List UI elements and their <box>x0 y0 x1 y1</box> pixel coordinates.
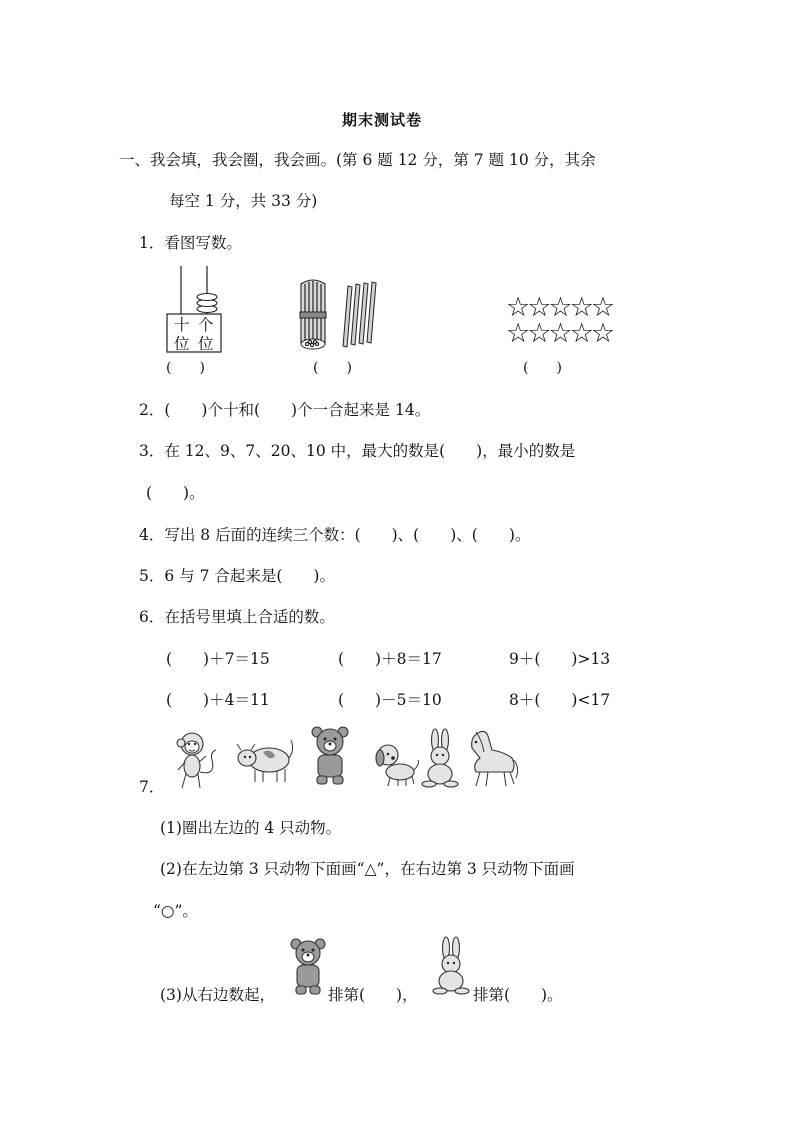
stick-bundle-figure <box>293 278 388 358</box>
question-7-part-2-cont: “○”。 <box>153 902 198 920</box>
question-2: 2．( )个十和( )个一合起来是 14。 <box>139 401 431 419</box>
rabbit-icon <box>432 938 472 996</box>
question-7-part-1: (1)圈出左边的 4 只动物。 <box>160 819 342 837</box>
question-5: 5．6 与 7 合起来是( )。 <box>139 567 335 585</box>
monkey-icon <box>172 730 222 792</box>
cow-icon <box>235 734 297 786</box>
section-heading-cont: 每空 1 分，共 33 分) <box>169 192 318 210</box>
question-7-part-3-blank-2: 排第( )。 <box>473 986 563 1004</box>
equation: ( )＋8＝17 <box>338 650 442 668</box>
question-7-number: 7． <box>139 778 165 796</box>
question-7-part-3: (3)从右边数起， <box>160 986 275 1004</box>
answer-blank[interactable]: ( ) <box>166 360 205 376</box>
single-sticks <box>343 282 376 347</box>
answer-blank[interactable]: ( ) <box>313 360 352 376</box>
dog-icon <box>374 742 420 788</box>
page-title: 期末测试卷 <box>342 111 423 129</box>
rabbit-icon <box>420 730 462 790</box>
abacus-label-tens: 十 <box>174 316 190 334</box>
abacus-label-ones: 个 <box>198 316 214 334</box>
equation: ( )－5＝10 <box>338 691 442 709</box>
equation: ( )＋7＝15 <box>166 650 270 668</box>
stars-row-1: ☆☆☆☆☆ <box>506 292 613 323</box>
abacus-label-place: 位 <box>174 335 190 353</box>
question-4: 4．写出 8 后面的连续三个数：( )、( )、( )。 <box>139 526 531 544</box>
stick-bundle <box>300 280 326 349</box>
question-6-stem: 6．在括号里填上合适的数。 <box>139 608 335 626</box>
question-7-part-2: (2)在左边第 3 只动物下面画“△”，在右边第 3 只动物下面画 <box>160 860 575 878</box>
question-1-stem: 1．看图写数。 <box>139 234 242 252</box>
equation: ( )＋4＝11 <box>166 691 270 709</box>
question-3: 3．在 12、9、7、20、10 中，最大的数是( )，最小的数是 <box>139 442 576 460</box>
question-3-cont: ( )。 <box>146 484 205 502</box>
abacus-figure <box>160 262 230 357</box>
stars-row-2: ☆☆☆☆☆ <box>506 318 613 349</box>
section-heading: 一、我会填，我会圈，我会画。(第 6 题 12 分，第 7 题 10 分，其余 <box>119 151 596 169</box>
question-7-part-3-blank-1: 排第( )， <box>328 986 418 1004</box>
horse-icon <box>462 728 520 790</box>
inequality: 9＋( )>13 <box>509 650 611 668</box>
bear-icon <box>308 724 352 788</box>
inequality: 8＋( )<17 <box>509 691 611 709</box>
bear-icon <box>288 936 328 998</box>
abacus-bead <box>197 294 217 301</box>
abacus-label-place: 位 <box>198 335 214 353</box>
answer-blank[interactable]: ( ) <box>523 360 562 376</box>
